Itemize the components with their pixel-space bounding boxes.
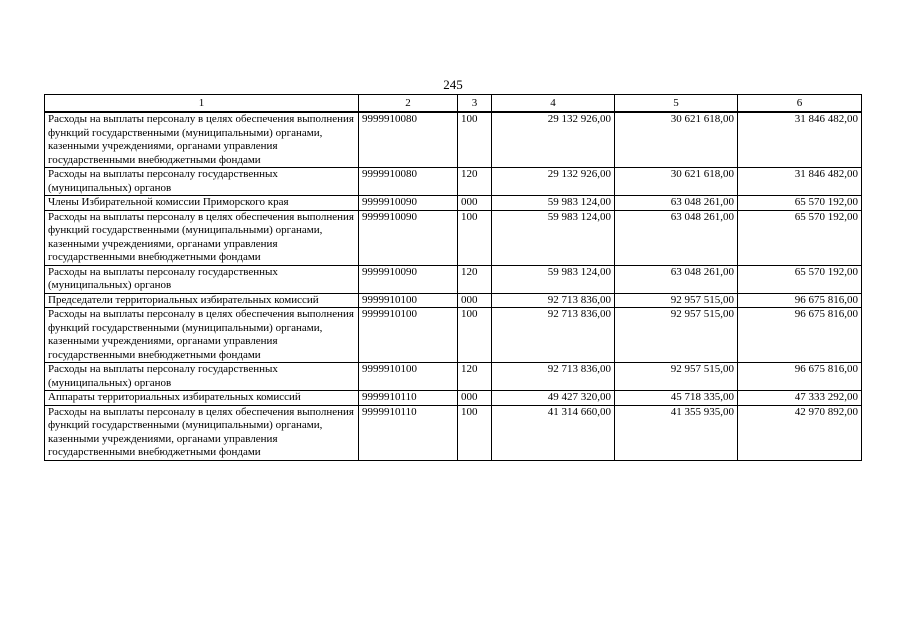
amount-col5: 92 957 515,00: [615, 293, 738, 308]
amount-col6: 65 570 192,00: [738, 265, 862, 293]
amount-col4: 41 314 660,00: [492, 405, 615, 460]
amount-col4: 59 983 124,00: [492, 210, 615, 265]
table-row: [45, 168, 862, 196]
amount-col4: 59 983 124,00: [492, 196, 615, 211]
column-header: 2: [359, 95, 458, 113]
amount-col6: 96 675 816,00: [738, 293, 862, 308]
expense-type-code: 100: [458, 405, 492, 460]
amount-col4: 49 427 320,00: [492, 391, 615, 406]
amount-col6: 96 675 816,00: [738, 308, 862, 363]
table-row: [45, 196, 862, 211]
target-article-code: 9999910110: [359, 405, 458, 460]
target-article-code: 9999910090: [359, 265, 458, 293]
amount-col4: 92 713 836,00: [492, 308, 615, 363]
target-article-code: 9999910090: [359, 210, 458, 265]
column-header: 5: [615, 95, 738, 113]
target-article-code: 9999910090: [359, 196, 458, 211]
target-article-code: 9999910080: [359, 168, 458, 196]
amount-col6: 65 570 192,00: [738, 196, 862, 211]
target-article-code: 9999910100: [359, 293, 458, 308]
amount-col5: 92 957 515,00: [615, 363, 738, 391]
column-header: 6: [738, 95, 862, 113]
table-row: [45, 363, 862, 391]
expense-type-code: 120: [458, 363, 492, 391]
amount-col6: 42 970 892,00: [738, 405, 862, 460]
item-name: Расходы на выплаты персоналу в целях обеспечения выполнения функций государственными (муниципальными) органами, казенными учреждениями, органами управления государственными внебюджетными фондами: [45, 210, 359, 265]
table-row: [45, 391, 862, 406]
amount-col6: 65 570 192,00: [738, 210, 862, 265]
target-article-code: 9999910100: [359, 308, 458, 363]
item-name: Председатели территориальных избирательных комиссий: [45, 293, 359, 308]
expense-type-code: 100: [458, 308, 492, 363]
item-name: Расходы на выплаты персоналу государственных (муниципальных) органов: [45, 168, 359, 196]
amount-col5: 30 621 618,00: [615, 112, 738, 168]
table-header-row: [45, 95, 862, 113]
target-article-code: 9999910080: [359, 112, 458, 168]
expense-type-code: 100: [458, 210, 492, 265]
budget-table: [44, 94, 862, 461]
column-header: 1: [45, 95, 359, 113]
amount-col6: 96 675 816,00: [738, 363, 862, 391]
expense-type-code: 120: [458, 265, 492, 293]
item-name: Расходы на выплаты персоналу государственных (муниципальных) органов: [45, 265, 359, 293]
target-article-code: 9999910100: [359, 363, 458, 391]
amount-col4: 29 132 926,00: [492, 168, 615, 196]
amount-col5: 30 621 618,00: [615, 168, 738, 196]
column-header: 4: [492, 95, 615, 113]
amount-col4: 59 983 124,00: [492, 265, 615, 293]
amount-col6: 31 846 482,00: [738, 112, 862, 168]
table-row: [45, 308, 862, 363]
expense-type-code: 120: [458, 168, 492, 196]
amount-col5: 45 718 335,00: [615, 391, 738, 406]
item-name: Расходы на выплаты персоналу в целях обеспечения выполнения функций государственными (муниципальными) органами, казенными учреждениями, органами управления государственными внебюджетными фондами: [45, 405, 359, 460]
item-name: Расходы на выплаты персоналу в целях обеспечения выполнения функций государственными (муниципальными) органами, казенными учреждениями, органами управления государственными внебюджетными фондами: [45, 308, 359, 363]
item-name: Аппараты территориальных избирательных комиссий: [45, 391, 359, 406]
amount-col5: 63 048 261,00: [615, 265, 738, 293]
amount-col6: 31 846 482,00: [738, 168, 862, 196]
item-name: Расходы на выплаты персоналу в целях обеспечения выполнения функций государственными (муниципальными) органами, казенными учреждениями, органами управления государственными внебюджетными фондами: [45, 112, 359, 168]
amount-col5: 63 048 261,00: [615, 196, 738, 211]
expense-type-code: 000: [458, 196, 492, 211]
amount-col6: 47 333 292,00: [738, 391, 862, 406]
page-number: 245: [443, 77, 463, 92]
item-name: Расходы на выплаты персоналу государственных (муниципальных) органов: [45, 363, 359, 391]
table-row: [45, 210, 862, 265]
amount-col5: 41 355 935,00: [615, 405, 738, 460]
amount-col4: 92 713 836,00: [492, 293, 615, 308]
expense-type-code: 000: [458, 391, 492, 406]
amount-col5: 63 048 261,00: [615, 210, 738, 265]
amount-col4: 29 132 926,00: [492, 112, 615, 168]
item-name: Члены Избирательной комиссии Приморского края: [45, 196, 359, 211]
table-row: [45, 112, 862, 168]
table-row: [45, 405, 862, 460]
target-article-code: 9999910110: [359, 391, 458, 406]
expense-type-code: 100: [458, 112, 492, 168]
amount-col4: 92 713 836,00: [492, 363, 615, 391]
table-row: [45, 265, 862, 293]
expense-type-code: 000: [458, 293, 492, 308]
column-header: 3: [458, 95, 492, 113]
amount-col5: 92 957 515,00: [615, 308, 738, 363]
table-row: [45, 293, 862, 308]
